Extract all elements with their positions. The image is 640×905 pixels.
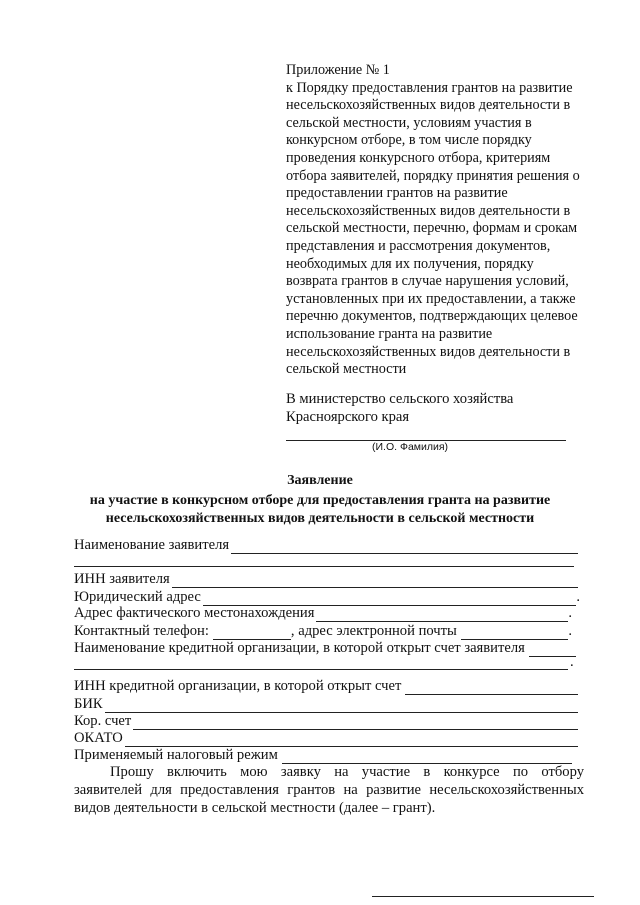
page-bottom-rule xyxy=(372,896,594,897)
appendix-line: представления и рассмотрения документов, xyxy=(286,237,551,254)
okato-row xyxy=(74,729,578,747)
contact-row xyxy=(74,622,572,640)
document-title: Заявление xyxy=(287,473,353,488)
tax-regime-row xyxy=(74,746,572,764)
appendix-line: установленных при их предоставлении, а также xyxy=(286,290,576,307)
addressee-line-2: Красноярского края xyxy=(286,409,410,425)
phone-field[interactable] xyxy=(213,626,291,640)
credit-org-extra-line[interactable] xyxy=(74,669,568,670)
credit-org-field[interactable] xyxy=(529,643,576,657)
legal-address-label: Юридический адрес xyxy=(74,589,201,605)
appendix-line: проведения конкурсного отбора, критериям xyxy=(286,149,551,166)
appendix-line: сельской местности xyxy=(286,361,407,378)
email-field[interactable] xyxy=(461,626,569,640)
appendix-line: возврата грантов в случае нарушения условий, xyxy=(286,273,569,290)
credit-org-inn-label: ИНН кредитной организации, в которой открыт счет xyxy=(74,678,402,694)
actual-address-period: . xyxy=(568,605,572,621)
credit-org-row xyxy=(74,639,576,657)
corr-account-row xyxy=(74,712,578,730)
actual-address-row xyxy=(74,604,572,622)
appendix-line: сельской местности, перечню, формам и срокам xyxy=(286,220,578,237)
request-line-1: Прошу включить мою заявку на участие в конкурсе по отбору xyxy=(110,764,584,780)
okato-field[interactable] xyxy=(125,733,578,747)
actual-address-field[interactable] xyxy=(316,608,568,622)
appendix-line: к Порядку предоставления грантов на развитие xyxy=(286,79,573,96)
okato-label: ОКАТО xyxy=(74,730,123,746)
appendix-line: несельскохозяйственных видов деятельности в xyxy=(286,97,571,114)
contact-period: . xyxy=(568,623,572,639)
credit-org-period: . xyxy=(570,654,574,670)
inn-label: ИНН заявителя xyxy=(74,571,170,587)
credit-org-label: Наименование кредитной организации, в которой открыт счет заявителя xyxy=(74,640,525,656)
applicant-name-label: Наименование заявителя xyxy=(74,537,230,553)
bik-label: БИК xyxy=(74,696,103,712)
corr-account-label: Кор. счет xyxy=(74,713,132,729)
credit-org-inn-field[interactable] xyxy=(405,681,578,695)
appendix-line: перечню документов, подтверждающих целевое xyxy=(286,308,578,325)
signature-caption: (И.О. Фамилия) xyxy=(372,441,449,453)
appendix-line: несельскохозяйственных видов деятельности в xyxy=(286,343,571,360)
appendix-line: предоставлении грантов на развитие xyxy=(286,185,508,202)
tax-regime-field[interactable] xyxy=(282,750,572,764)
appendix-line: необходимых для их получения, порядку xyxy=(286,255,534,272)
title-subline-2: несельскохозяйственных видов деятельности в сельской местности xyxy=(105,511,535,526)
appendix-header xyxy=(286,62,606,379)
bik-row xyxy=(74,695,578,713)
appendix-line: сельской местности, условиям участия в xyxy=(286,114,532,131)
request-paragraph xyxy=(74,763,584,817)
appendix-line: конкурсном отборе, в том числе порядку xyxy=(286,132,532,149)
request-line-3: видов деятельности в сельской местности (далее – грант). xyxy=(74,800,436,816)
actual-address-label: Адрес фактического местонахождения xyxy=(74,605,315,621)
legal-address-period: . xyxy=(576,589,580,605)
bik-field[interactable] xyxy=(105,699,578,713)
credit-org-inn-row xyxy=(74,677,578,695)
applicant-name-extra-line[interactable] xyxy=(74,566,574,567)
appendix-line: использование гранта на развитие xyxy=(286,325,493,342)
tax-regime-label: Применяемый налоговый режим xyxy=(74,747,278,763)
inn-field[interactable] xyxy=(172,574,578,588)
applicant-name-field[interactable] xyxy=(231,540,578,554)
applicant-name-row xyxy=(74,536,578,554)
request-line-2: заявителей для предоставления грантов на развитие несельскохозяйственных xyxy=(74,782,584,798)
addressee-block xyxy=(286,390,606,426)
addressee-line-1: В министерство сельского хозяйства xyxy=(286,391,514,407)
email-label: , адрес электронной почты xyxy=(290,623,457,639)
appendix-line: Приложение № 1 xyxy=(286,62,390,78)
appendix-line: отбора заявителей, порядку принятия решения о xyxy=(286,167,580,184)
phone-label: Контактный телефон: xyxy=(74,623,209,639)
corr-account-field[interactable] xyxy=(133,716,578,730)
title-subline-1: на участие в конкурсном отборе для предоставления гранта на развитие xyxy=(89,493,551,508)
appendix-line: несельскохозяйственных видов деятельности в xyxy=(286,202,571,219)
inn-row xyxy=(74,570,578,588)
